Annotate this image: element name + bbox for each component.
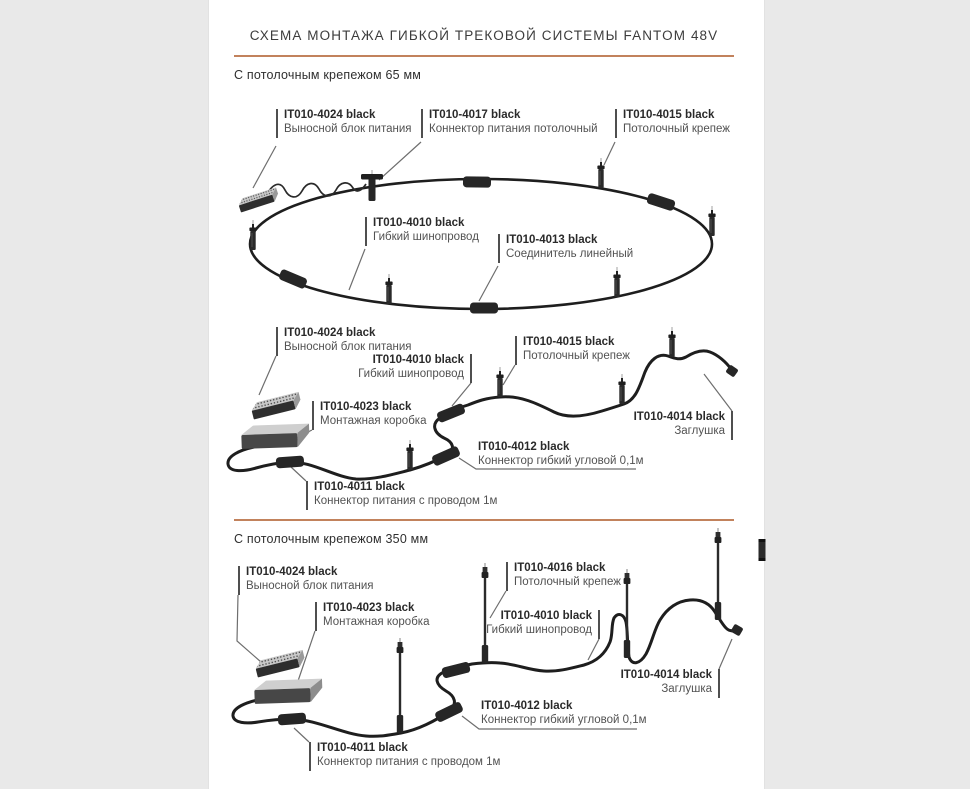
- label-d3-corner-connector: [481, 700, 647, 729]
- linear-connector: [470, 303, 498, 314]
- part-name: Потолочный крепеж: [523, 349, 630, 362]
- page-title: СХЕМА МОНТАЖА ГИБКОЙ ТРЕКОВОЙ СИСТЕМЫ FANTOM 48V: [249, 28, 719, 43]
- part-name: Коннектор питания с проводом 1м: [314, 494, 498, 507]
- ceiling-mount-pin: [618, 374, 625, 404]
- label-d2-power-connector: [306, 481, 497, 510]
- part-code: IT010-4011 black: [317, 742, 408, 754]
- part-code: IT010-4023 black: [323, 602, 415, 614]
- power-supply-unit: [237, 187, 280, 212]
- part-name: Потолочный крепеж: [514, 575, 621, 588]
- label-d3-power-supply: [238, 566, 374, 595]
- part-name: Выносной блок питания: [284, 122, 412, 135]
- ceiling-mount-rod-350: [397, 638, 404, 733]
- part-code: IT010-4015 black: [623, 109, 715, 121]
- label-d2-end-cap: [634, 411, 733, 440]
- label-d3-flexible-track: [486, 610, 600, 639]
- loose-rod-piece: [759, 539, 766, 561]
- ceiling-mount-pin: [597, 158, 604, 188]
- part-code: IT010-4024 black: [284, 327, 376, 339]
- label-d2-flexible-track: [358, 354, 472, 383]
- part-name: Коннектор питания с проводом 1м: [317, 755, 501, 768]
- power-supply-unit: [250, 392, 302, 420]
- part-code: IT010-4024 black: [246, 566, 338, 578]
- ceiling-mount-pin: [668, 327, 675, 357]
- label-d2-ceiling-mount: [515, 336, 630, 365]
- ceiling-mount-pin: [708, 206, 715, 236]
- corner-connector: [436, 403, 466, 424]
- ceiling-mount-rod-350: [624, 569, 631, 658]
- part-name: Коннектор гибкий угловой 0,1м: [478, 454, 644, 467]
- label-d1-power-supply: [276, 109, 412, 138]
- part-code: IT010-4015 black: [523, 336, 615, 348]
- part-name: Коннектор питания потолочный: [429, 122, 598, 135]
- section-heading-65mm: С потолочным крепежом 65 мм: [234, 68, 422, 82]
- corner-connector: [434, 701, 464, 723]
- part-code: IT010-4012 black: [481, 700, 573, 712]
- flexible-track-ring: [250, 179, 712, 309]
- linear-connector: [646, 192, 676, 211]
- part-code: IT010-4010 black: [500, 610, 592, 622]
- part-code: IT010-4010 black: [373, 217, 465, 229]
- part-name: Заглушка: [674, 424, 725, 437]
- part-code: IT010-4014 black: [633, 411, 725, 423]
- accent-divider-middle: [234, 519, 734, 521]
- linear-connector: [278, 268, 308, 289]
- section-heading-350mm: С потолочным крепежом 350 мм: [234, 532, 429, 546]
- ceiling-mount-pin: [613, 267, 620, 297]
- part-code: IT010-4017 black: [429, 109, 521, 121]
- part-name: Гибкий шинопровод: [358, 367, 464, 380]
- part-name: Гибкий шинопровод: [373, 230, 479, 243]
- part-code: IT010-4016 black: [514, 562, 606, 574]
- part-name: Потолочный крепеж: [623, 122, 730, 135]
- part-name: Коннектор гибкий угловой 0,1м: [481, 713, 647, 726]
- part-code: IT010-4024 black: [284, 109, 376, 121]
- linear-connector: [463, 176, 491, 187]
- label-d1-linear-connector: [498, 234, 633, 263]
- ceiling-mount-pin: [406, 440, 413, 470]
- part-code: IT010-4014 black: [620, 669, 712, 681]
- label-d3-end-cap: [621, 669, 720, 698]
- part-code: IT010-4011 black: [314, 481, 405, 493]
- power-supply-unit: [254, 650, 306, 678]
- label-d2-mounting-box: [312, 401, 426, 430]
- label-d1-flexible-track: [365, 217, 479, 246]
- ceiling-mount-pin: [496, 367, 503, 397]
- part-code: IT010-4012 black: [478, 441, 570, 453]
- part-code: IT010-4013 black: [506, 234, 598, 246]
- label-d3-mounting-box: [315, 602, 429, 631]
- corner-connector: [441, 661, 471, 678]
- part-name: Монтажная коробка: [323, 615, 430, 628]
- end-cap: [730, 624, 743, 637]
- label-d3-power-connector: [309, 742, 500, 771]
- label-d3-ceiling-mount: [506, 562, 621, 591]
- accent-divider-top: [234, 55, 734, 57]
- corner-connector: [431, 445, 461, 466]
- mounting-box: [254, 679, 323, 704]
- part-code: IT010-4010 black: [372, 354, 464, 366]
- power-connector-1m: [276, 456, 305, 469]
- ceiling-mount-pin: [385, 274, 392, 304]
- ceiling-mount-rod-350: [715, 528, 722, 620]
- label-d1-ceiling-mount: [615, 109, 730, 138]
- label-d2-power-supply: [276, 327, 412, 356]
- power-connector-1m: [278, 713, 307, 726]
- label-d1-ceiling-power-connector: [421, 109, 598, 138]
- part-code: IT010-4023 black: [320, 401, 412, 413]
- label-d2-corner-connector: [478, 441, 644, 470]
- part-name: Гибкий шинопровод: [486, 623, 592, 636]
- part-name: Монтажная коробка: [320, 414, 427, 427]
- part-name: Заглушка: [661, 682, 712, 695]
- part-name: Выносной блок питания: [284, 340, 412, 353]
- part-name: Соединитель линейный: [506, 247, 634, 260]
- mounting-box: [241, 424, 310, 449]
- ceiling-mount-pin: [249, 220, 256, 250]
- part-name: Выносной блок питания: [246, 579, 374, 592]
